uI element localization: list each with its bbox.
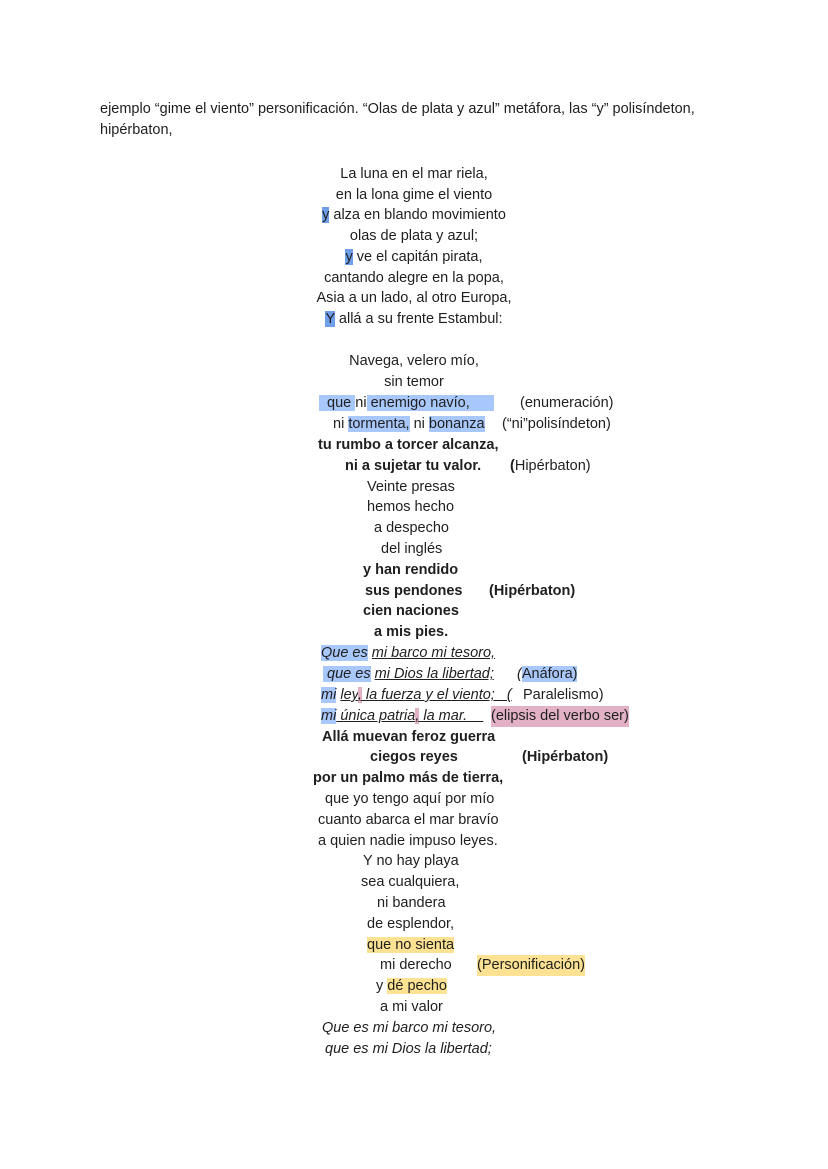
poem-line: sea cualquiera, [361, 874, 460, 890]
annotation-personificacion: (Personificación) [477, 955, 585, 976]
poem-line: cien naciones [363, 603, 459, 619]
annotation-enumeracion: (enumeración) [520, 395, 614, 411]
poem-line: sin temor [384, 374, 444, 390]
poem-line: mi única patria, la mar. [321, 708, 484, 724]
poem-line: Asia a un lado, al otro Europa, [316, 290, 512, 306]
poem-line: a quien nadie impuso leyes. [318, 833, 498, 849]
annotation-hiperbaton: (Hipérbaton) [522, 749, 609, 765]
personification-highlight: que no sienta [367, 937, 455, 953]
poem-line: La luna en el mar riela, [340, 166, 488, 182]
annotation-hiperbaton: (Hipérbaton) [510, 458, 591, 474]
poem-line: y han rendido [363, 562, 459, 578]
poem-line: olas de plata y azul; [349, 228, 479, 244]
poem-line: a despecho [374, 520, 449, 536]
poem-line: ni a sujetar tu valor. [345, 458, 482, 474]
poem-line: de esplendor, [367, 916, 455, 932]
poem-line: Allá muevan feroz guerra [322, 729, 496, 745]
poem-line: ciegos reyes [370, 749, 458, 765]
poem-line: y dé pecho [376, 978, 447, 994]
poem-line [367, 935, 454, 956]
poem-line: que ni enemigo navío, [319, 395, 494, 411]
intro-line-1: ejemplo “gime el viento” personificación. “Olas de plata y azul” metáfora, las “y” polisíndeton, [100, 101, 695, 117]
poem-line: del inglés [381, 541, 443, 557]
poem-line: Que es mi barco mi tesoro, [322, 1020, 497, 1036]
poem-line: a mi valor [380, 999, 443, 1015]
poem-line: cantando alegre en la popa, [324, 270, 504, 286]
intro-line-2: hipérbaton, [100, 122, 173, 138]
polysyndeton-highlight: Y [325, 311, 335, 327]
intro-paragraph [100, 99, 750, 141]
poem-line: cuanto abarca el mar bravío [318, 812, 499, 828]
poem-line: en la lona gime el viento [335, 187, 493, 203]
poem-line: Que es mi barco mi tesoro, [321, 645, 496, 661]
poem-line: mi ley, la fuerza y el viento; ( [321, 687, 512, 703]
poem-line: que yo tengo aquí por mío [325, 791, 495, 807]
poem-line: Y allá a su frente Estambul: [325, 311, 503, 327]
poem-line: tu rumbo a torcer alcanza, [318, 437, 499, 453]
poem-line: Navega, velero mío, [349, 353, 479, 369]
personification-highlight: dé pecho [387, 978, 447, 994]
polysyndeton-highlight: y [322, 207, 330, 223]
poem-line: Veinte presas [367, 479, 455, 495]
poem-line: que es mi Dios la libertad; [325, 1041, 492, 1057]
poem-line: y ve el capitán pirata, [345, 249, 483, 265]
poem-line: a mis pies. [374, 624, 449, 640]
poem-line: ni bandera [377, 895, 446, 911]
annotation-hiperbaton: (Hipérbaton) [489, 583, 576, 599]
annotation-elipsis: (elipsis del verbo ser) [491, 706, 629, 727]
poem-line: y alza en blando movimiento [322, 207, 506, 223]
poem-line: Y no hay playa [363, 853, 459, 869]
poem-line: que es mi Dios la libertad; [323, 664, 494, 685]
annotation-anafora: (Anáfora) [517, 666, 578, 682]
poem-line: sus pendones [365, 583, 463, 599]
poem-line: hemos hecho [367, 499, 455, 515]
polysyndeton-highlight: y [345, 249, 353, 265]
annotation-paralelismo: Paralelismo) [523, 687, 604, 703]
poem-line: ni tormenta, ni bonanza [333, 416, 485, 432]
annotation-polisindeton: (“ni”polisíndeton) [502, 416, 611, 432]
poem-line: por un palmo más de tierra, [313, 770, 504, 786]
poem-line: mi derecho [380, 957, 452, 973]
